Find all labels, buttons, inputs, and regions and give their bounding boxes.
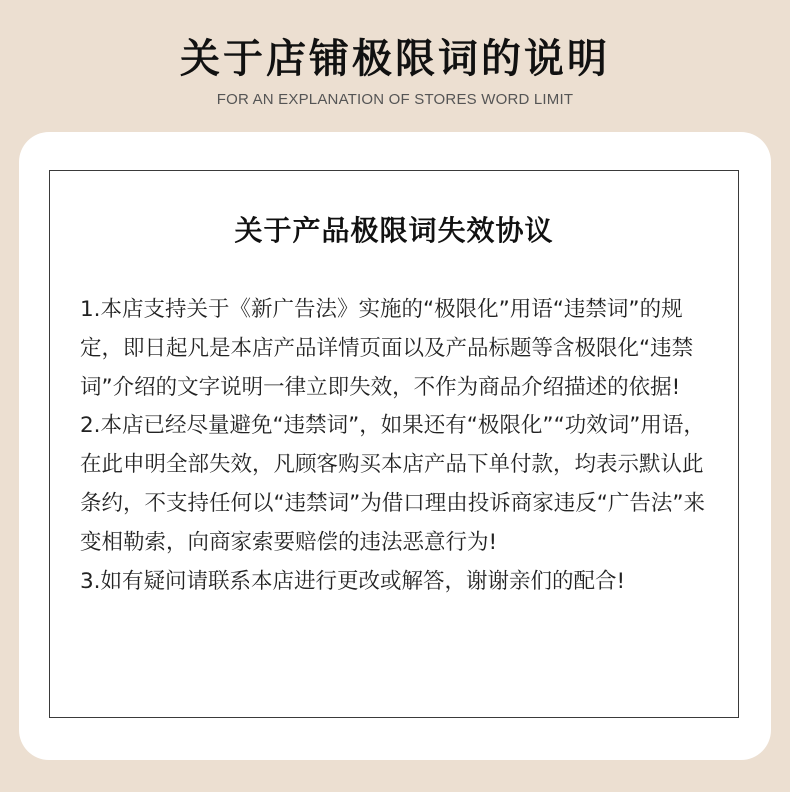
- page-header: [0, 0, 790, 130]
- agreement-body: [80, 291, 716, 601]
- agreement-clause-3: 3.如有疑问请联系本店进行更改或解答，谢谢亲们的配合!: [80, 568, 626, 594]
- agreement-title: 关于产品极限词失效协议: [234, 214, 554, 247]
- agreement-frame: [49, 170, 739, 718]
- page-subtitle: FOR AN EXPLANATION OF STORES WORD LIMIT: [216, 91, 574, 108]
- content-card: [19, 132, 771, 760]
- agreement-clause-2: 2.本店已经尽量避免“违禁词”，如果还有“极限化”“功效词”用语，在此申明全部失效，凡顾客购买本店产品下单付款，均表示默认此条约，不支持任何以“违禁词”为借口理由投诉商家违反“广告法”来变相勒索，向商家索要赔偿的违法恶意行为!: [80, 413, 706, 555]
- page-title: 关于店铺极限词的说明: [180, 36, 610, 82]
- agreement-clause-1: 1.本店支持关于《新广告法》实施的“极限化”用语“违禁词”的规定，即日起凡是本店产品详情页面以及产品标题等含极限化“违禁词”介绍的文字说明一律立即失效，不作为商品介绍描述的依据!: [80, 297, 694, 400]
